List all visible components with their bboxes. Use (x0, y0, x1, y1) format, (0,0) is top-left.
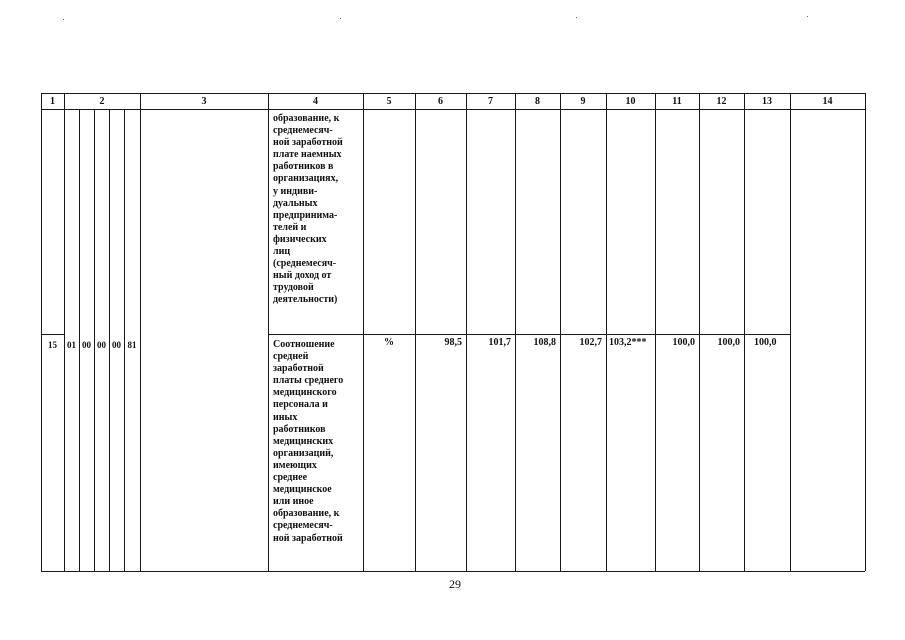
text-line: деятельности) (273, 294, 338, 306)
unit-cell: % (384, 337, 394, 348)
table-grid-line (744, 93, 745, 571)
text-line: медицинское (273, 484, 332, 496)
table-row-border (41, 334, 64, 335)
text-line: плате наемных (273, 149, 342, 161)
text-line: организациях, (273, 173, 339, 185)
text-line: средней (273, 351, 309, 363)
header-cell-12: 12 (716, 96, 727, 107)
header-cell-5: 5 (386, 96, 392, 107)
value-cell-col6: 98,5 (444, 337, 462, 348)
text-line: среднее (273, 472, 308, 484)
header-cell-4: 4 (313, 96, 318, 107)
text-line: ной заработной (273, 532, 343, 544)
table-grid-line (865, 93, 866, 571)
table-header-border (41, 109, 865, 110)
header-cell-3: 3 (201, 96, 207, 107)
text-line: дуальных (273, 197, 318, 209)
text-line: платы среднего (273, 375, 344, 387)
text-line: персонала и (273, 399, 328, 411)
value-cell-col9: 102,7 (579, 337, 602, 348)
row-number: 15 (48, 340, 57, 350)
text-line: ный доход от (273, 270, 332, 282)
header-cell-14: 14 (822, 96, 833, 107)
value-cell-col10: 103,2*** (609, 337, 647, 348)
text-line: заработной (273, 363, 324, 375)
scan-speck (576, 17, 577, 18)
header-cell-9: 9 (580, 96, 586, 107)
text-line: организаций, (273, 447, 334, 459)
table-grid-line (140, 93, 141, 571)
table-bottom-border (41, 571, 865, 572)
table-row-border (268, 334, 790, 335)
header-cell-11: 11 (672, 96, 682, 107)
value-cell-col13: 100,0 (754, 337, 777, 348)
header-cell-8: 8 (535, 96, 540, 107)
value-cell-col7: 101,7 (488, 337, 511, 348)
header-cell-1: 1 (50, 96, 55, 107)
header-cell-2: 2 (99, 96, 105, 107)
text-line: физических (273, 233, 327, 245)
text-line: среднемесяч- (273, 520, 333, 532)
header-cell-7: 7 (488, 96, 493, 107)
table-grid-line (606, 93, 607, 571)
text-line: работников в (273, 161, 334, 173)
text-line: работников (273, 423, 326, 435)
table-grid-line (466, 93, 467, 571)
table-grid-line (41, 93, 42, 571)
scan-speck (63, 19, 64, 20)
text-line: образование, к (273, 508, 340, 520)
row2-indicator-text (273, 339, 343, 545)
table-grid-line (268, 93, 269, 571)
header-cell-13: 13 (762, 96, 772, 107)
text-line: имеющих (273, 459, 317, 471)
value-cell-col12: 100,0 (717, 337, 740, 348)
page-number: 29 (449, 577, 461, 591)
table-grid-line (363, 93, 364, 571)
text-line: лиц (273, 246, 291, 258)
table-grid-line (560, 93, 561, 571)
code-cell: 00 (82, 340, 91, 350)
text-line: телей и (273, 221, 307, 233)
code-cell: 00 (97, 340, 106, 350)
text-line: или иное (273, 496, 314, 508)
header-cell-10: 10 (625, 96, 636, 107)
text-line: предпринима- (273, 209, 338, 221)
code-cell: 00 (112, 340, 121, 350)
text-line: иных (273, 411, 298, 423)
text-line: ной заработной (273, 137, 343, 149)
text-line: медицинского (273, 387, 337, 399)
table-grid-line (655, 93, 656, 571)
text-line: Соотношение (273, 339, 335, 350)
code-cell: 81 (127, 340, 137, 350)
table-grid-line (64, 93, 65, 571)
text-line: среднемесяч- (273, 125, 333, 137)
scan-speck (340, 18, 341, 19)
value-cell-col8: 108,8 (533, 337, 556, 348)
text-line: (среднемесяч- (273, 258, 337, 270)
table-grid-line (415, 93, 416, 571)
scan-speck (807, 16, 808, 17)
text-line: медицинских (273, 435, 334, 447)
table-grid-line (699, 93, 700, 571)
text-line: трудовой (273, 282, 314, 294)
table-grid-line (790, 93, 791, 571)
header-cell-6: 6 (438, 96, 443, 107)
row1-indicator-text (273, 113, 343, 307)
text-line: образование, к (273, 113, 340, 124)
text-line: у индиви- (273, 185, 318, 197)
table-grid-line (515, 93, 516, 571)
value-cell-col11: 100,0 (672, 337, 695, 348)
code-cell: 01 (67, 340, 76, 350)
